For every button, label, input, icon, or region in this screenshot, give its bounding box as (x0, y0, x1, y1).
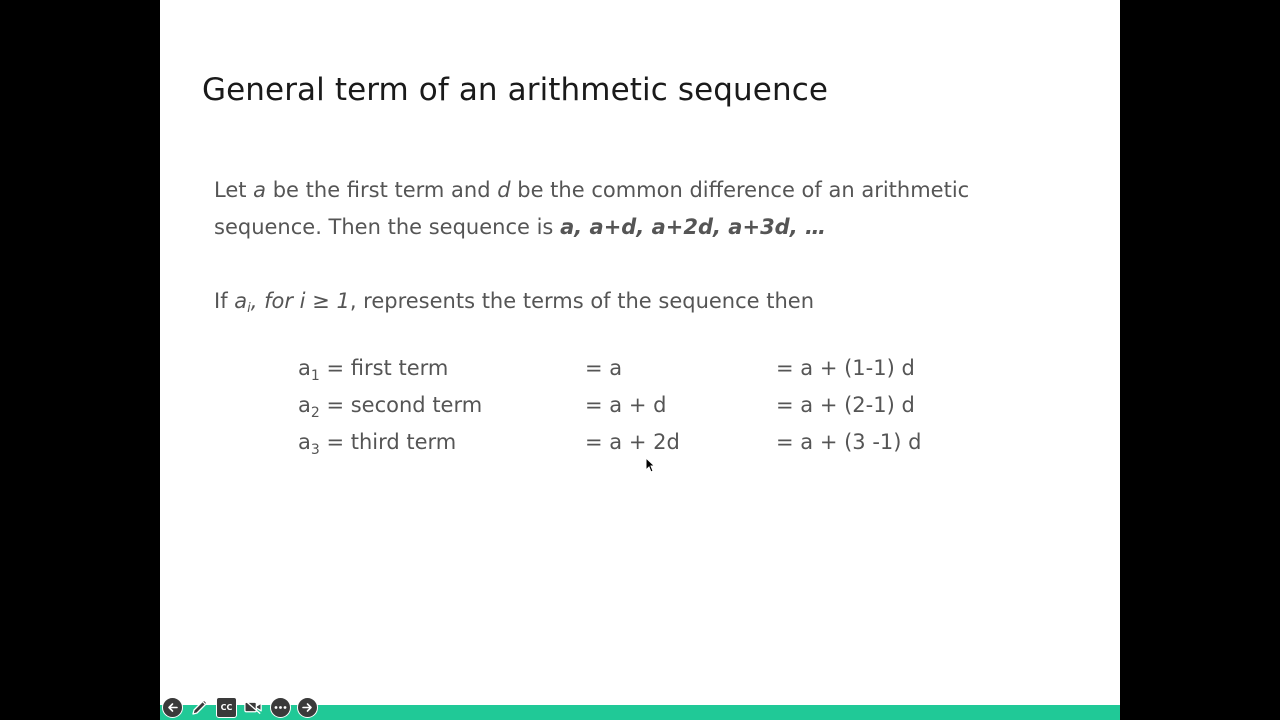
term-label: $a_3$ = third term (298, 430, 457, 458)
subscript-i: i (247, 301, 251, 316)
presentation-controls (162, 696, 318, 718)
term-general-form: = a + (1-1) d (776, 356, 915, 380)
terms-paragraph: If ai, for i ≥ 1, represents the terms of the sequence then (214, 289, 815, 316)
sequence-expression: a, a+d, a+2d, a+3d, … (560, 215, 827, 239)
term-expression: = a + d (585, 393, 667, 417)
slide-title: General term of an arithmetic sequence (202, 72, 829, 108)
pen-icon[interactable] (189, 697, 210, 718)
var-a: a (253, 178, 267, 202)
var-a-i: a (234, 289, 248, 313)
for-clause: , for i ≥ 1 (250, 289, 350, 313)
term-row-1 (298, 356, 998, 393)
definition-line-2: sequence. Then the sequence is a, a+d, a+2d, a+3d, … (214, 215, 827, 239)
prev-arrow-icon[interactable] (162, 697, 183, 718)
term-row-2 (298, 393, 998, 430)
terms-table (298, 356, 998, 467)
term-general-form: = a + (2-1) d (776, 393, 915, 417)
term-label: $a_1$ = first term (298, 356, 449, 384)
term-general-form: = a + (3 -1) d (776, 430, 922, 454)
mouse-cursor-icon (645, 457, 655, 473)
term-label: $a_2$ = second term (298, 393, 483, 421)
term-expression: = a + 2d (585, 430, 680, 454)
more-icon[interactable] (270, 697, 291, 718)
next-arrow-icon[interactable] (297, 697, 318, 718)
term-expression: = a (585, 356, 623, 380)
closed-captions-icon[interactable]: CC (216, 697, 237, 718)
definition-paragraph (214, 172, 969, 246)
var-d: d (497, 178, 511, 202)
definition-line-1: Let a be the first term and d be the common difference of an arithmetic (214, 178, 970, 202)
camera-off-icon[interactable] (243, 697, 264, 718)
slide (160, 0, 1120, 705)
